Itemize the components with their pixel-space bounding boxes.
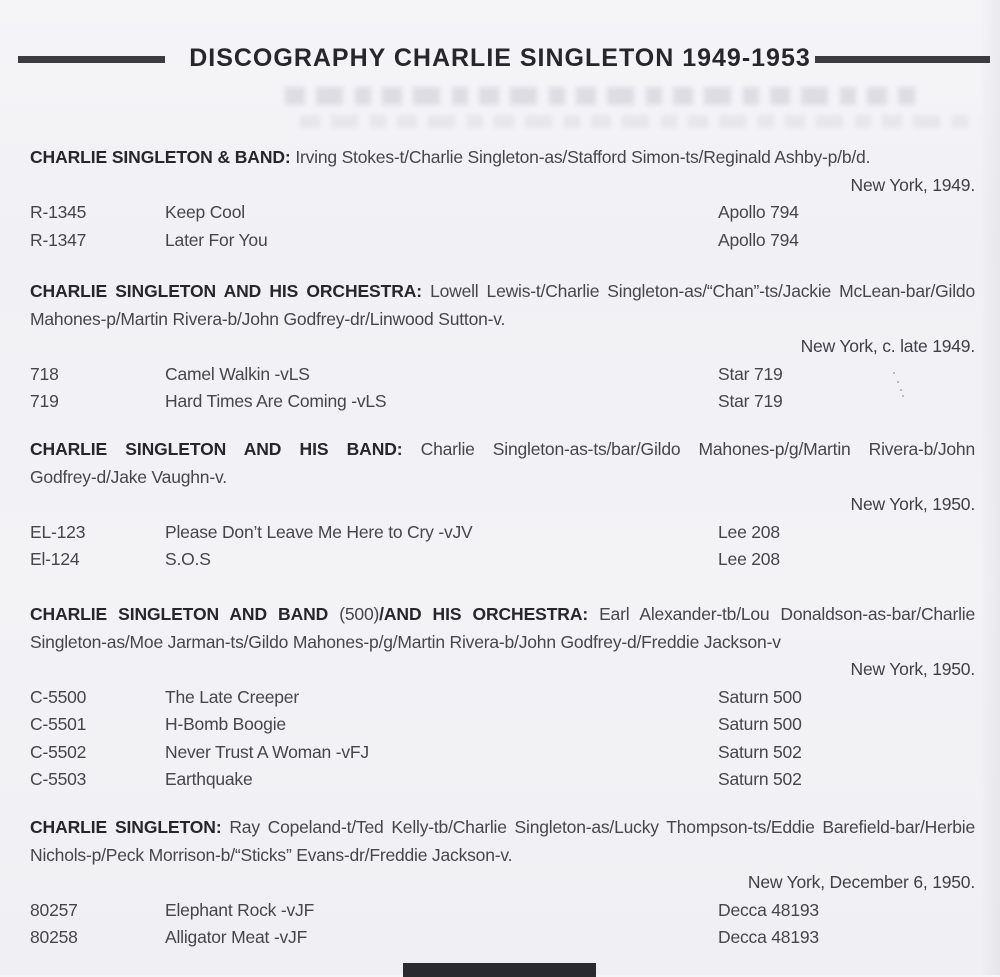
table-row (30, 684, 975, 712)
matrix-number-cell: R-1347 (30, 229, 87, 250)
bleedthrough-ghost-text (300, 115, 980, 128)
session-personnel-text: Charlie Singleton-as-ts/bar/Gildo Mahones-p/g/Martin Rivera-b/John (402, 439, 975, 459)
table-row (30, 739, 975, 767)
page-masthead (0, 44, 1000, 76)
song-title-cell: S.O.S (165, 549, 211, 569)
table-row (30, 388, 975, 416)
session-group-name: /AND HIS ORCHESTRA: (379, 604, 589, 624)
matrix-number-cell: C-5502 (30, 741, 87, 762)
song-title-cell: Earthquake (165, 769, 253, 789)
record-label-cell: Star 719 (718, 391, 783, 411)
song-title-cell: Alligator Meat -vJF (165, 927, 308, 947)
recording-session-section (30, 436, 975, 574)
matrix-number-cell: C-5501 (30, 714, 87, 734)
record-label-cell: Decca 48193 (718, 899, 819, 920)
session-group-name: CHARLIE SINGLETON & BAND: (30, 147, 291, 167)
record-label-cell: Saturn 500 (718, 686, 802, 707)
song-title-cell: Camel Walkin -vLS (165, 363, 310, 384)
table-row (30, 546, 975, 574)
session-header-line (30, 278, 975, 306)
matrix-number-cell: R-1345 (30, 202, 87, 222)
song-title-cell: Please Don’t Leave Me Here to Cry -vJV (165, 521, 473, 542)
record-label-cell: Saturn 500 (718, 714, 802, 734)
table-row (30, 766, 975, 794)
matrix-number-cell: 719 (30, 391, 59, 411)
matrix-number-cell: EL-123 (30, 521, 86, 542)
session-header-line (30, 842, 975, 870)
session-personnel-text: (500) (339, 604, 380, 624)
session-date: New York, 1950. (850, 494, 975, 514)
matrix-number-cell: 80257 (30, 899, 78, 920)
record-label-cell: Lee 208 (718, 549, 780, 569)
recording-session-section (30, 144, 975, 254)
matrix-number-cell: C-5500 (30, 686, 87, 707)
record-label-cell: Decca 48193 (718, 927, 819, 947)
table-row (30, 519, 975, 547)
session-personnel-text: Earl Alexander-tb/Lou Donaldson-as-bar/Charlie (588, 604, 976, 624)
session-header-line (30, 601, 975, 629)
session-personnel-text: Lowell Lewis-t/Charlie Singleton-as/“Chan”-ts/Jackie McLean-bar/Gildo (422, 281, 975, 301)
session-personnel-text: Nichols-p/Peck Morrison-b/“Sticks” Evans-dr/Freddie Jackson-v. (30, 844, 513, 865)
song-title-cell: Never Trust A Woman -vFJ (165, 741, 369, 762)
matrix-number-cell: 718 (30, 363, 59, 384)
session-personnel-text: Mahones-p/Martin Rivera-b/John Godfrey-dr/Linwood Sutton-v. (30, 308, 506, 329)
table-row (30, 897, 975, 925)
session-personnel-text: Ray Copeland-t/Ted Kelly-tb/Charlie Singleton-as/Lucky Thompson-ts/Eddie Barefield-bar/Herbie (221, 817, 975, 837)
record-label-cell: Star 719 (718, 363, 783, 384)
song-title-cell: Hard Times Are Coming -vLS (165, 391, 387, 411)
session-date: New York, December 6, 1950. (747, 872, 975, 892)
session-header-line (30, 814, 975, 842)
session-personnel-text: Godfrey-d/Jake Vaughn-v. (30, 466, 227, 487)
table-row (30, 924, 975, 952)
recording-session-section (30, 814, 975, 952)
session-group-name: CHARLIE SINGLETON AND BAND (30, 604, 340, 624)
session-personnel-text: Singleton-as/Moe Jarman-ts/Gildo Mahones-p/g/Martin Rivera-b/John Godfrey-d/Freddie Jackson-v (30, 631, 781, 652)
session-group-name: CHARLIE SINGLETON AND HIS BAND: (30, 439, 403, 459)
song-title-cell: Elephant Rock -vJF (165, 899, 315, 920)
session-header-line (30, 436, 975, 464)
song-title-cell: H-Bomb Boogie (165, 714, 286, 734)
session-group-name: CHARLIE SINGLETON: (30, 817, 222, 837)
title-rule-right (815, 56, 990, 63)
record-label-cell: Apollo 794 (718, 202, 799, 222)
page-title: DISCOGRAPHY CHARLIE SINGLETON 1949-1953 (189, 44, 811, 72)
table-row (30, 361, 975, 389)
record-label-cell: Saturn 502 (718, 769, 802, 789)
table-row (30, 227, 975, 255)
table-row (30, 711, 975, 739)
session-group-name: CHARLIE SINGLETON AND HIS ORCHESTRA: (30, 281, 423, 301)
session-date: New York, 1950. (850, 659, 975, 679)
matrix-number-cell: El-124 (30, 549, 80, 569)
record-label-cell: Saturn 502 (718, 741, 802, 762)
recording-session-section (30, 278, 975, 416)
bleedthrough-ghost-text (285, 87, 915, 105)
table-row (30, 199, 975, 227)
page-edge-shadow (980, 0, 1000, 975)
session-personnel-text: Irving Stokes-t/Charlie Singleton-as/Stafford Simon-ts/Reginald Ashby-p/b/d. (290, 147, 871, 167)
session-header-line (30, 629, 975, 657)
record-label-cell: Lee 208 (718, 521, 780, 542)
session-header-line (30, 306, 975, 334)
record-label-cell: Apollo 794 (718, 229, 799, 250)
session-header-line (30, 144, 975, 172)
session-date: New York, 1949. (850, 174, 975, 195)
song-title-cell: The Late Creeper (165, 686, 299, 707)
song-title-cell: Later For You (165, 229, 268, 250)
matrix-number-cell: C-5503 (30, 769, 87, 789)
session-date: New York, c. late 1949. (800, 336, 975, 356)
recording-session-section (30, 601, 975, 794)
matrix-number-cell: 80258 (30, 927, 78, 947)
song-title-cell: Keep Cool (165, 202, 245, 222)
session-header-line (30, 464, 975, 492)
